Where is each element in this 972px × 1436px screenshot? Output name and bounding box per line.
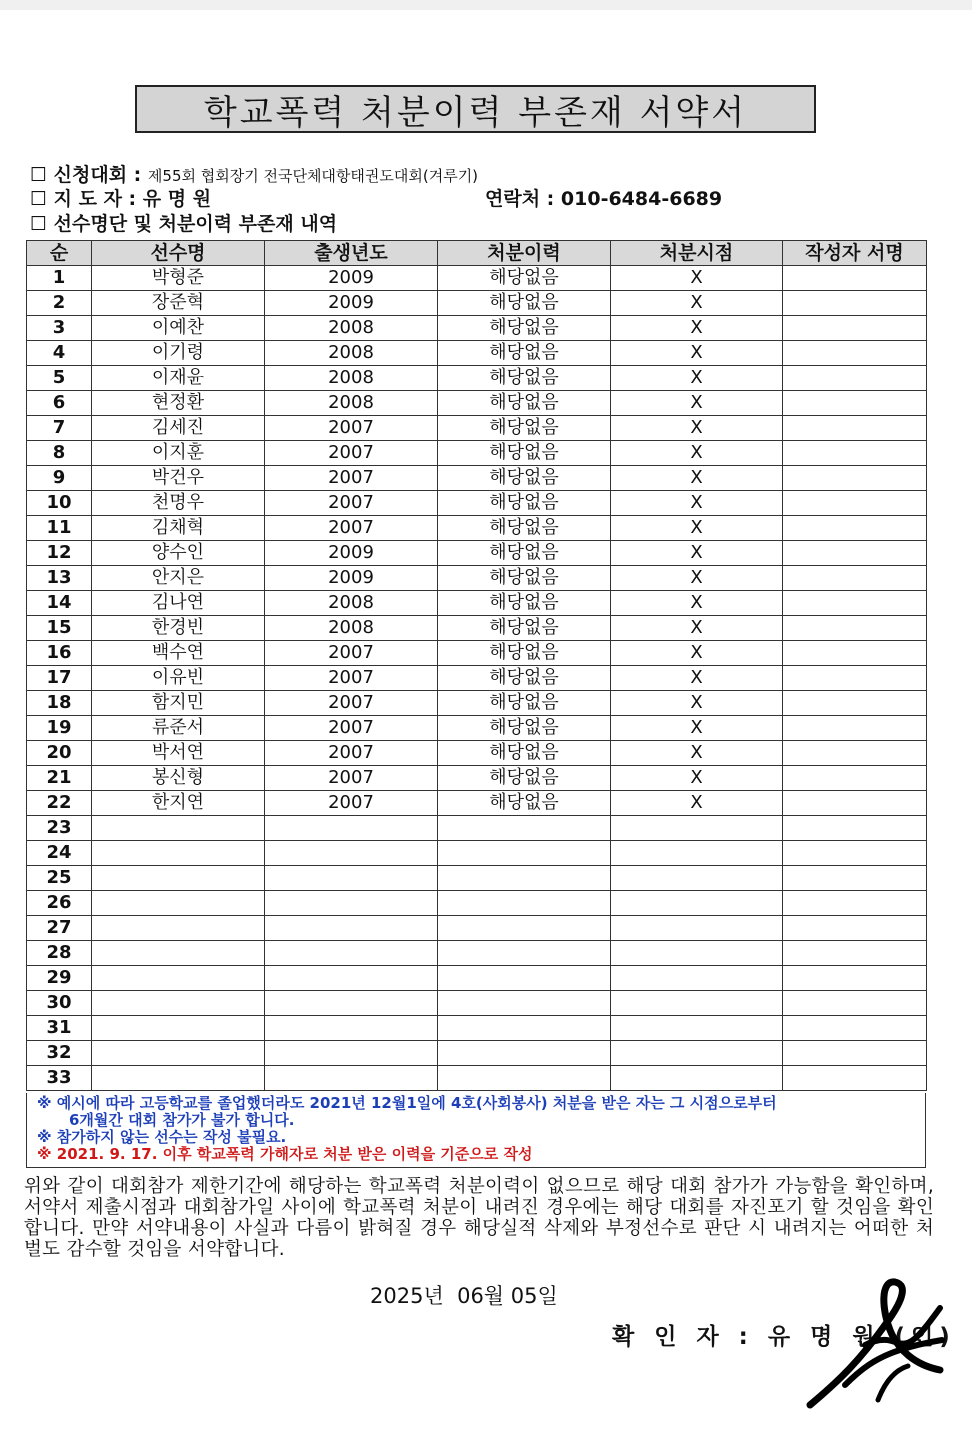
birth-year: 2009 bbox=[265, 566, 438, 591]
disciplinary-history: 해당없음 bbox=[438, 266, 611, 291]
row-number: 5 bbox=[27, 366, 92, 391]
athlete-name bbox=[92, 891, 265, 916]
table-row bbox=[27, 491, 927, 516]
header-signature: 작성자 서명 bbox=[783, 241, 927, 266]
disciplinary-history: 해당없음 bbox=[438, 741, 611, 766]
birth-year: 2008 bbox=[265, 341, 438, 366]
author-signature bbox=[783, 691, 927, 716]
coach-value: 유 명 원 bbox=[142, 188, 212, 210]
athlete-name: 김채혁 bbox=[92, 516, 265, 541]
row-number: 3 bbox=[27, 316, 92, 341]
disciplinary-date: X bbox=[611, 416, 783, 441]
author-signature bbox=[783, 441, 927, 466]
table-row bbox=[27, 366, 927, 391]
table-row bbox=[27, 741, 927, 766]
header-disciplinary-history: 처분이력 bbox=[438, 241, 611, 266]
disciplinary-history bbox=[438, 866, 611, 891]
author-signature bbox=[783, 991, 927, 1016]
birth-year: 2009 bbox=[265, 266, 438, 291]
table-body bbox=[27, 266, 927, 1091]
athlete-name bbox=[92, 866, 265, 891]
birth-year: 2007 bbox=[265, 666, 438, 691]
birth-year: 2007 bbox=[265, 641, 438, 666]
birth-year bbox=[265, 966, 438, 991]
athlete-name bbox=[92, 1016, 265, 1041]
disciplinary-history bbox=[438, 841, 611, 866]
author-signature bbox=[783, 741, 927, 766]
disciplinary-history: 해당없음 bbox=[438, 616, 611, 641]
row-number: 8 bbox=[27, 441, 92, 466]
disciplinary-date: X bbox=[611, 366, 783, 391]
disciplinary-history: 해당없음 bbox=[438, 491, 611, 516]
table-row bbox=[27, 716, 927, 741]
author-signature bbox=[783, 266, 927, 291]
athlete-name: 김나연 bbox=[92, 591, 265, 616]
athlete-name bbox=[92, 816, 265, 841]
athlete-name: 이지훈 bbox=[92, 441, 265, 466]
table-row bbox=[27, 416, 927, 441]
birth-year: 2007 bbox=[265, 691, 438, 716]
birth-year: 2007 bbox=[265, 466, 438, 491]
author-signature bbox=[783, 641, 927, 666]
row-number: 12 bbox=[27, 541, 92, 566]
disciplinary-date: X bbox=[611, 316, 783, 341]
disciplinary-history: 해당없음 bbox=[438, 341, 611, 366]
disciplinary-date: X bbox=[611, 466, 783, 491]
birth-year: 2007 bbox=[265, 491, 438, 516]
birth-year bbox=[265, 916, 438, 941]
table-row bbox=[27, 1016, 927, 1041]
handwritten-signature bbox=[790, 1270, 950, 1420]
table-row bbox=[27, 616, 927, 641]
row-number: 21 bbox=[27, 766, 92, 791]
athlete-name: 이재윤 bbox=[92, 366, 265, 391]
disciplinary-date: X bbox=[611, 391, 783, 416]
athlete-name: 한경빈 bbox=[92, 616, 265, 641]
author-signature bbox=[783, 591, 927, 616]
birth-year: 2008 bbox=[265, 591, 438, 616]
author-signature bbox=[783, 491, 927, 516]
row-number: 20 bbox=[27, 741, 92, 766]
pledge-text: 위와 같이 대회참가 제한기간에 해당하는 학교폭력 처분이력이 없으므로 해당 대회 참가가 가능함을 확인하며, 서약서 제출시점과 대회참가일 사이에 학교폭력 처분이 내려진 경우에는 해당 대회를 자진포기 할 것임을 확인합니다. 만약 서약내용이 사실과 다름이 밝혀질 경우 해당실적 삭제와 부정선수로 판단 시 내려지는 어떠한 처벌도 감수할 것임을 서약합니다. bbox=[24, 1176, 934, 1260]
table-row bbox=[27, 766, 927, 791]
contact-label: 연락처 : bbox=[485, 188, 555, 210]
disciplinary-date: X bbox=[611, 591, 783, 616]
birth-year: 2009 bbox=[265, 291, 438, 316]
row-number: 4 bbox=[27, 341, 92, 366]
author-signature bbox=[783, 866, 927, 891]
birth-year bbox=[265, 866, 438, 891]
disciplinary-date: X bbox=[611, 516, 783, 541]
row-number: 30 bbox=[27, 991, 92, 1016]
disciplinary-date bbox=[611, 941, 783, 966]
row-number: 9 bbox=[27, 466, 92, 491]
row-number: 22 bbox=[27, 791, 92, 816]
author-signature bbox=[783, 516, 927, 541]
disciplinary-date bbox=[611, 966, 783, 991]
author-signature bbox=[783, 716, 927, 741]
birth-year: 2007 bbox=[265, 716, 438, 741]
disciplinary-history: 해당없음 bbox=[438, 391, 611, 416]
disciplinary-date bbox=[611, 1041, 783, 1066]
row-number: 29 bbox=[27, 966, 92, 991]
birth-year bbox=[265, 1041, 438, 1066]
athlete-name: 장준혁 bbox=[92, 291, 265, 316]
table-row bbox=[27, 866, 927, 891]
athlete-name: 류준서 bbox=[92, 716, 265, 741]
athlete-name: 백수연 bbox=[92, 641, 265, 666]
athlete-name bbox=[92, 941, 265, 966]
athlete-name: 봉신형 bbox=[92, 766, 265, 791]
disciplinary-date: X bbox=[611, 341, 783, 366]
author-signature bbox=[783, 816, 927, 841]
table-row bbox=[27, 691, 927, 716]
disciplinary-date: X bbox=[611, 441, 783, 466]
disciplinary-date bbox=[611, 891, 783, 916]
athlete-name: 박서연 bbox=[92, 741, 265, 766]
birth-year bbox=[265, 891, 438, 916]
author-signature bbox=[783, 1041, 927, 1066]
table-row bbox=[27, 816, 927, 841]
table-row bbox=[27, 666, 927, 691]
athlete-name: 안지은 bbox=[92, 566, 265, 591]
coach-line bbox=[30, 184, 211, 211]
author-signature bbox=[783, 966, 927, 991]
row-number: 17 bbox=[27, 666, 92, 691]
author-signature bbox=[783, 366, 927, 391]
confirmer-line: 확 인 자 : 유 명 원 (인) bbox=[612, 1324, 956, 1350]
birth-year: 2009 bbox=[265, 541, 438, 566]
disciplinary-date: X bbox=[611, 666, 783, 691]
disciplinary-history: 해당없음 bbox=[438, 666, 611, 691]
row-number: 1 bbox=[27, 266, 92, 291]
author-signature bbox=[783, 616, 927, 641]
disciplinary-history: 해당없음 bbox=[438, 566, 611, 591]
birth-year bbox=[265, 841, 438, 866]
row-number: 31 bbox=[27, 1016, 92, 1041]
coach-label: ☐ 지 도 자 : bbox=[30, 188, 137, 210]
author-signature bbox=[783, 916, 927, 941]
document-title: 학교폭력 처분이력 부존재 서약서 bbox=[135, 85, 816, 133]
author-signature bbox=[783, 891, 927, 916]
author-signature bbox=[783, 341, 927, 366]
disciplinary-history: 해당없음 bbox=[438, 716, 611, 741]
disciplinary-history bbox=[438, 941, 611, 966]
author-signature bbox=[783, 566, 927, 591]
row-number: 7 bbox=[27, 416, 92, 441]
disciplinary-date: X bbox=[611, 266, 783, 291]
table-row bbox=[27, 291, 927, 316]
competition-line bbox=[30, 160, 478, 187]
birth-year bbox=[265, 1016, 438, 1041]
disciplinary-history: 해당없음 bbox=[438, 441, 611, 466]
author-signature bbox=[783, 791, 927, 816]
disciplinary-history bbox=[438, 1066, 611, 1091]
disciplinary-history bbox=[438, 916, 611, 941]
note-3: ※ 2021. 9. 17. 이후 학교폭력 가해자로 처분 받은 이력을 기준으로 작성 bbox=[37, 1145, 533, 1163]
athlete-name: 양수인 bbox=[92, 541, 265, 566]
row-number: 25 bbox=[27, 866, 92, 891]
birth-year: 2007 bbox=[265, 416, 438, 441]
competition-value: 제55회 협회장기 전국단체대항태권도대회(겨루기) bbox=[147, 167, 479, 185]
row-number: 32 bbox=[27, 1041, 92, 1066]
table-row bbox=[27, 566, 927, 591]
author-signature bbox=[783, 766, 927, 791]
section-title: ☐ 선수명단 및 처분이력 부존재 내역 bbox=[30, 213, 338, 235]
row-number: 6 bbox=[27, 391, 92, 416]
disciplinary-history: 해당없음 bbox=[438, 366, 611, 391]
disciplinary-history bbox=[438, 991, 611, 1016]
row-number: 15 bbox=[27, 616, 92, 641]
disciplinary-date: X bbox=[611, 616, 783, 641]
disciplinary-date bbox=[611, 1016, 783, 1041]
disciplinary-history bbox=[438, 1016, 611, 1041]
birth-year: 2007 bbox=[265, 441, 438, 466]
athlete-table bbox=[26, 240, 927, 1091]
row-number: 2 bbox=[27, 291, 92, 316]
athlete-name: 천명우 bbox=[92, 491, 265, 516]
disciplinary-date bbox=[611, 816, 783, 841]
disciplinary-date: X bbox=[611, 716, 783, 741]
disciplinary-history bbox=[438, 966, 611, 991]
birth-year: 2007 bbox=[265, 516, 438, 541]
disciplinary-history: 해당없음 bbox=[438, 541, 611, 566]
disciplinary-history: 해당없음 bbox=[438, 316, 611, 341]
row-number: 33 bbox=[27, 1066, 92, 1091]
table-row bbox=[27, 391, 927, 416]
birth-year bbox=[265, 991, 438, 1016]
birth-year bbox=[265, 1066, 438, 1091]
athlete-name: 박건우 bbox=[92, 466, 265, 491]
disciplinary-date bbox=[611, 1066, 783, 1091]
athlete-name bbox=[92, 991, 265, 1016]
disciplinary-date bbox=[611, 866, 783, 891]
disciplinary-date: X bbox=[611, 291, 783, 316]
table-row bbox=[27, 441, 927, 466]
contact-value: 010-6484-6689 bbox=[560, 188, 723, 210]
athlete-name bbox=[92, 1041, 265, 1066]
birth-year: 2008 bbox=[265, 616, 438, 641]
birth-year: 2007 bbox=[265, 766, 438, 791]
disciplinary-date bbox=[611, 841, 783, 866]
author-signature bbox=[783, 466, 927, 491]
table-row bbox=[27, 541, 927, 566]
author-signature bbox=[783, 291, 927, 316]
table-row bbox=[27, 941, 927, 966]
disciplinary-history: 해당없음 bbox=[438, 641, 611, 666]
table-row bbox=[27, 1066, 927, 1091]
table-row bbox=[27, 466, 927, 491]
disciplinary-history: 해당없음 bbox=[438, 766, 611, 791]
row-number: 13 bbox=[27, 566, 92, 591]
note-1-line-2: 6개월간 대회 참가가 불가 합니다. bbox=[69, 1111, 295, 1129]
disciplinary-date: X bbox=[611, 641, 783, 666]
disciplinary-history bbox=[438, 891, 611, 916]
row-number: 10 bbox=[27, 491, 92, 516]
notes-box bbox=[26, 1093, 926, 1168]
row-number: 27 bbox=[27, 916, 92, 941]
birth-year: 2007 bbox=[265, 741, 438, 766]
table-row bbox=[27, 316, 927, 341]
table-row bbox=[27, 841, 927, 866]
author-signature bbox=[783, 316, 927, 341]
row-number: 24 bbox=[27, 841, 92, 866]
disciplinary-date bbox=[611, 991, 783, 1016]
row-number: 14 bbox=[27, 591, 92, 616]
disciplinary-history: 해당없음 bbox=[438, 791, 611, 816]
athlete-name: 현정환 bbox=[92, 391, 265, 416]
author-signature bbox=[783, 1066, 927, 1091]
birth-year: 2007 bbox=[265, 791, 438, 816]
author-signature bbox=[783, 841, 927, 866]
disciplinary-date: X bbox=[611, 741, 783, 766]
author-signature bbox=[783, 941, 927, 966]
athlete-name: 함지민 bbox=[92, 691, 265, 716]
table-header-row bbox=[27, 241, 927, 266]
athlete-name: 이기령 bbox=[92, 341, 265, 366]
table-row bbox=[27, 916, 927, 941]
row-number: 18 bbox=[27, 691, 92, 716]
note-2: ※ 참가하지 않는 선수는 작성 불필요. bbox=[37, 1128, 287, 1146]
row-number: 28 bbox=[27, 941, 92, 966]
table-row bbox=[27, 991, 927, 1016]
birth-year: 2008 bbox=[265, 391, 438, 416]
table-row bbox=[27, 891, 927, 916]
top-margin bbox=[0, 0, 972, 10]
row-number: 11 bbox=[27, 516, 92, 541]
disciplinary-date: X bbox=[611, 766, 783, 791]
row-number: 16 bbox=[27, 641, 92, 666]
disciplinary-date: X bbox=[611, 541, 783, 566]
table-row bbox=[27, 791, 927, 816]
athlete-name: 이예찬 bbox=[92, 316, 265, 341]
competition-label: ☐ 신청대회 : bbox=[30, 164, 142, 186]
disciplinary-date: X bbox=[611, 791, 783, 816]
author-signature bbox=[783, 391, 927, 416]
birth-year: 2008 bbox=[265, 366, 438, 391]
header-birth-year: 출생년도 bbox=[265, 241, 438, 266]
disciplinary-history: 해당없음 bbox=[438, 291, 611, 316]
disciplinary-history: 해당없음 bbox=[438, 691, 611, 716]
table-row bbox=[27, 641, 927, 666]
disciplinary-date: X bbox=[611, 691, 783, 716]
athlete-name bbox=[92, 1066, 265, 1091]
row-number: 23 bbox=[27, 816, 92, 841]
birth-year bbox=[265, 941, 438, 966]
athlete-name: 한지연 bbox=[92, 791, 265, 816]
author-signature bbox=[783, 1016, 927, 1041]
athlete-name bbox=[92, 841, 265, 866]
row-number: 19 bbox=[27, 716, 92, 741]
disciplinary-date bbox=[611, 916, 783, 941]
disciplinary-date: X bbox=[611, 491, 783, 516]
athlete-name: 김세진 bbox=[92, 416, 265, 441]
athlete-name: 이유빈 bbox=[92, 666, 265, 691]
athlete-name: 박형준 bbox=[92, 266, 265, 291]
row-number: 26 bbox=[27, 891, 92, 916]
birth-year bbox=[265, 816, 438, 841]
table-row bbox=[27, 341, 927, 366]
disciplinary-history: 해당없음 bbox=[438, 516, 611, 541]
athlete-name bbox=[92, 916, 265, 941]
header-disciplinary-date: 처분시점 bbox=[611, 241, 783, 266]
header-no: 순 bbox=[27, 241, 92, 266]
table-row bbox=[27, 266, 927, 291]
author-signature bbox=[783, 541, 927, 566]
author-signature bbox=[783, 666, 927, 691]
header-name: 선수명 bbox=[92, 241, 265, 266]
disciplinary-date: X bbox=[611, 566, 783, 591]
note-1-line-1: ※ 예시에 따라 고등학교를 졸업했더라도 2021년 12월1일에 4호(사회봉사) 처분을 받은 자는 그 시점으로부터 bbox=[37, 1094, 777, 1112]
birth-year: 2008 bbox=[265, 316, 438, 341]
disciplinary-history: 해당없음 bbox=[438, 416, 611, 441]
table-row bbox=[27, 591, 927, 616]
athlete-name bbox=[92, 966, 265, 991]
disciplinary-history bbox=[438, 816, 611, 841]
table-row bbox=[27, 966, 927, 991]
table-row bbox=[27, 516, 927, 541]
disciplinary-history: 해당없음 bbox=[438, 591, 611, 616]
contact-line bbox=[485, 184, 722, 211]
signing-date: 2025년 06월 05일 bbox=[370, 1284, 558, 1308]
table-row bbox=[27, 1041, 927, 1066]
disciplinary-history: 해당없음 bbox=[438, 466, 611, 491]
author-signature bbox=[783, 416, 927, 441]
disciplinary-history bbox=[438, 1041, 611, 1066]
